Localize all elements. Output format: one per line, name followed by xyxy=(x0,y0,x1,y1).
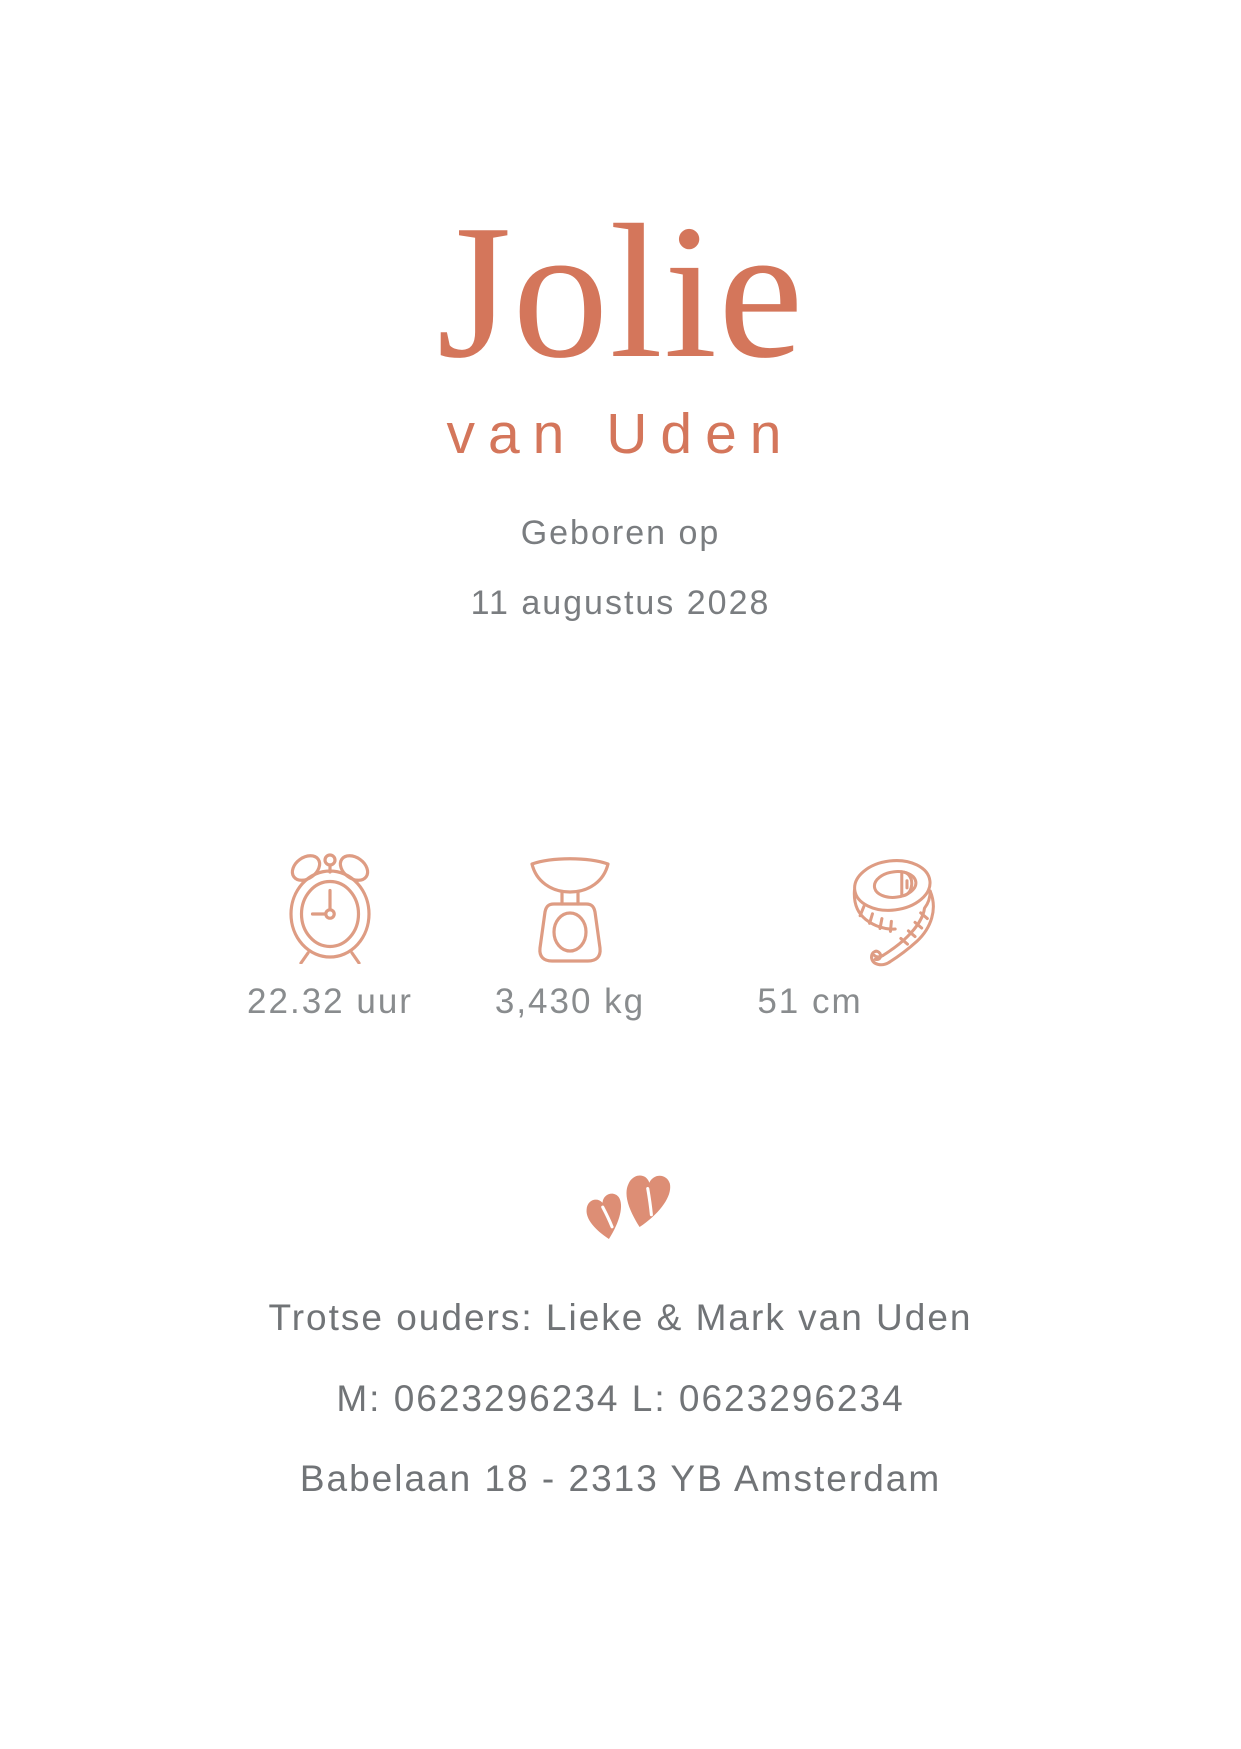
stats-value-row xyxy=(210,982,930,1022)
hearts-decoration xyxy=(0,1160,1241,1269)
born-label: Geboren op xyxy=(520,514,721,552)
birth-length: 51 cm xyxy=(757,982,863,1021)
alarm-clock-icon xyxy=(282,852,378,964)
baby-first-name: Jolie xyxy=(436,185,805,398)
measuring-tape-icon xyxy=(845,850,951,972)
birth-date: 11 augustus 2028 xyxy=(470,584,771,622)
hearts-icon xyxy=(557,1251,685,1268)
stat-cell-time xyxy=(210,834,450,964)
phone-line: M: 0623296234 L: 0623296234 xyxy=(336,1378,905,1419)
stat-cell-length xyxy=(690,834,930,964)
parents-line: Trotse ouders: Lieke & Mark van Uden xyxy=(268,1297,973,1338)
kitchen-scale-icon xyxy=(524,852,616,964)
baby-last-name: van Uden xyxy=(446,402,795,466)
stat-cell-weight xyxy=(450,834,690,964)
address-line: Babelaan 18 - 2313 YB Amsterdam xyxy=(299,1458,942,1499)
birth-time: 22.32 uur xyxy=(247,982,413,1021)
stats-icon-row xyxy=(210,834,930,964)
birth-weight: 3,430 kg xyxy=(494,982,646,1021)
